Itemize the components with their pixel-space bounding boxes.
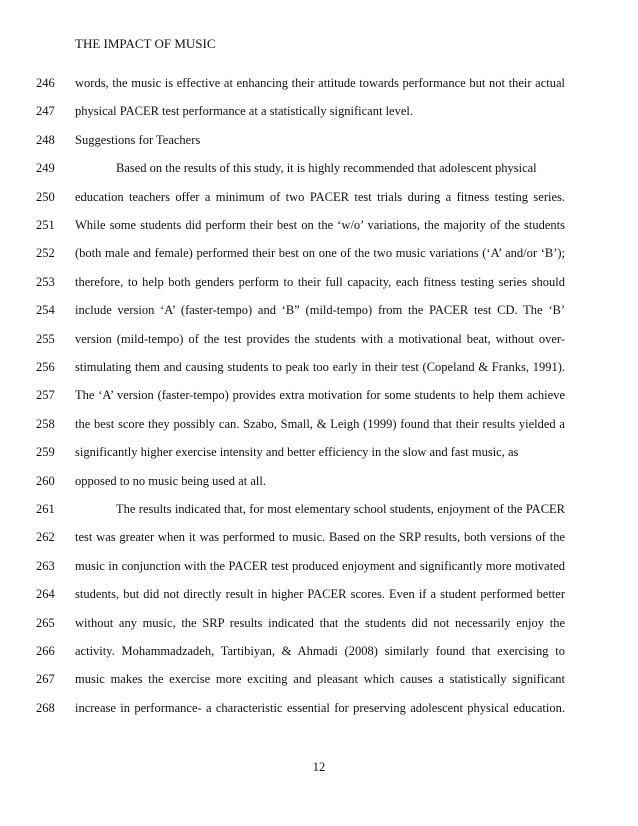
line-number: 250 — [36, 189, 55, 204]
line-text: music makes the exercise more exciting and pleasant which causes a statistically significant — [75, 672, 565, 687]
line-text: Based on the results of this study, it is highly recommended that adolescent physical — [116, 161, 537, 176]
text-line — [0, 556, 638, 576]
line-number: 253 — [36, 274, 55, 289]
line-text: physical PACER test performance at a statistically significant level. — [75, 104, 413, 119]
text-line — [0, 527, 638, 547]
text-line — [0, 499, 638, 519]
text-line — [0, 272, 638, 292]
line-text: music in conjunction with the PACER test produced enjoyment and significantly more motivated — [75, 558, 565, 573]
line-number: 264 — [36, 587, 55, 602]
line-text: therefore, to help both genders perform to their full capacity, each fitness testing series should — [75, 274, 565, 289]
line-text: stimulating them and causing students to peak too early in their test (Copeland & Franks, 1991). — [75, 360, 565, 374]
running-head: THE IMPACT OF MUSIC — [75, 36, 216, 51]
text-line — [0, 329, 638, 349]
line-number: 259 — [36, 445, 55, 460]
text-line — [0, 698, 638, 718]
text-line — [0, 243, 638, 263]
text-line — [0, 73, 638, 93]
line-text: The results indicated that, for most elementary school students, enjoyment of the PACER — [116, 502, 565, 516]
line-number: 247 — [36, 104, 55, 119]
line-number: 265 — [36, 615, 55, 630]
text-line — [0, 300, 638, 320]
line-text: activity. Mohammadzadeh, Tartibiyan, & Ahmadi (2008) similarly found that exercising to — [75, 644, 565, 658]
line-text: the best score they possibly can. Szabo, Small, & Leigh (1999) found that their results yielded a — [75, 416, 565, 431]
line-text: opposed to no music being used at all. — [75, 473, 266, 488]
line-number: 249 — [36, 161, 55, 176]
line-number: 252 — [36, 246, 55, 261]
text-line — [0, 130, 638, 150]
line-number: 267 — [36, 672, 55, 687]
line-number: 266 — [36, 644, 55, 658]
text-line — [0, 357, 638, 377]
text-line — [0, 414, 638, 434]
text-line — [0, 442, 638, 462]
line-text: include version ‘A’ (faster-tempo) and ‘B” (mild-tempo) from the PACER test CD. The ‘B’ — [75, 303, 565, 318]
text-line — [0, 641, 638, 661]
line-number: 254 — [36, 303, 55, 318]
line-text: While some students did perform their best on the ‘w/o’ variations, the majority of the students — [75, 218, 565, 232]
line-number: 262 — [36, 530, 55, 545]
line-number: 263 — [36, 558, 55, 573]
line-number: 261 — [36, 502, 55, 516]
text-line — [0, 215, 638, 235]
line-number: 251 — [36, 218, 55, 232]
text-line — [0, 158, 638, 178]
line-number: 257 — [36, 388, 55, 403]
line-number: 260 — [36, 473, 55, 488]
line-number: 258 — [36, 416, 55, 431]
line-text: version (mild-tempo) of the test provides the students with a motivational beat, without over- — [75, 331, 565, 346]
page-number: 12 — [312, 760, 326, 774]
line-text: (both male and female) performed their best on one of the two music variations (‘A’ and/or ‘B’); — [75, 246, 565, 261]
line-text: The ‘A’ version (faster-tempo) provides extra motivation for some students to help them achieve — [75, 388, 565, 403]
line-number: 255 — [36, 331, 55, 346]
line-text: without any music, the SRP results indicated that the students did not necessarily enjoy the — [75, 615, 565, 630]
text-line — [0, 584, 638, 604]
line-number: 268 — [36, 700, 55, 715]
text-line — [0, 385, 638, 405]
line-number: 246 — [36, 76, 55, 90]
section-heading: Suggestions for Teachers — [75, 132, 201, 147]
line-text: students, but did not directly result in higher PACER scores. Even if a student performed better — [75, 587, 565, 602]
line-text: test was greater when it was performed to music. Based on the SRP results, both versions of the — [75, 530, 565, 545]
line-text: words, the music is effective at enhancing their attitude towards performance but not their actual — [75, 76, 565, 90]
text-line — [0, 101, 638, 121]
text-line — [0, 613, 638, 633]
line-number: 248 — [36, 132, 55, 147]
text-line — [0, 669, 638, 689]
text-line — [0, 187, 638, 207]
line-text: education teachers offer a minimum of two PACER test trials during a fitness testing series. — [75, 189, 565, 204]
line-text: significantly higher exercise intensity and better efficiency in the slow and fast music, as — [75, 445, 519, 460]
line-number: 256 — [36, 360, 55, 374]
text-line — [0, 471, 638, 491]
line-text: increase in performance- a characteristic essential for preserving adolescent physical education. — [75, 700, 565, 715]
